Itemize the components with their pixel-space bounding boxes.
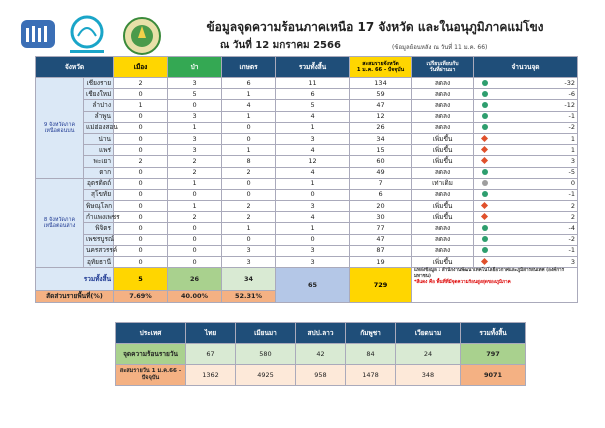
- province-name: อุทัยธานี: [84, 257, 114, 268]
- mekong-header-cell: รวมทั้งสิ้น: [461, 323, 526, 344]
- increase-icon: [481, 213, 488, 220]
- city-count: 0: [114, 111, 168, 122]
- summary-cumulative: 729: [350, 268, 412, 303]
- increase-icon: [481, 202, 488, 209]
- hotspot-table: [35, 56, 578, 303]
- change-cell: [474, 189, 578, 200]
- daily-value: 580: [236, 344, 296, 365]
- increase-icon: [481, 146, 488, 153]
- compare-status: เพิ่มขึ้น: [412, 145, 474, 156]
- agri-count: 6: [222, 78, 276, 89]
- table-row: [36, 111, 578, 122]
- cumulative-count: 87: [350, 245, 412, 256]
- total-count: 0: [276, 189, 350, 200]
- group-label-upper: 9 จังหวัดภาคเหนือตอนบน: [36, 78, 84, 179]
- forest-count: 1: [168, 122, 222, 133]
- percent-city: 7.69%: [114, 291, 168, 303]
- agri-count: 0: [222, 189, 276, 200]
- mekong-header-cell: สปป.ลาว: [296, 323, 346, 344]
- mekong-header-cell: เวียดนาม: [396, 323, 461, 344]
- compare-status: เพิ่มขึ้น: [412, 212, 474, 223]
- cumulative-count: 47: [350, 234, 412, 245]
- forest-count: 5: [168, 89, 222, 100]
- header-compare: เปรียบเทียบกับ วันที่ผ่านมา: [412, 57, 474, 78]
- cumulative-count: 34: [350, 133, 412, 144]
- decrease-icon: [482, 191, 488, 197]
- table-row: [36, 133, 578, 144]
- change-value: -5: [568, 168, 576, 177]
- province-name: ลำพูน: [84, 111, 114, 122]
- change-value: -2: [568, 123, 576, 132]
- change-cell: [474, 78, 578, 89]
- mekong-daily-row: [116, 344, 526, 365]
- cumulative-count: 7: [350, 178, 412, 189]
- forest-count: 2: [168, 156, 222, 167]
- table-row: [36, 201, 578, 212]
- change-value: -1: [568, 246, 576, 255]
- change-value: 2: [570, 212, 576, 221]
- total-count: 1: [276, 178, 350, 189]
- change-value: -2: [568, 235, 576, 244]
- agri-count: 1: [222, 145, 276, 156]
- table-header: [36, 57, 578, 78]
- agri-count: 2: [222, 212, 276, 223]
- percent-agri: 52.31%: [222, 291, 276, 303]
- cumulative-count: 77: [350, 223, 412, 234]
- summary-city: 5: [114, 268, 168, 291]
- table-row: [36, 189, 578, 200]
- change-value: 1: [570, 145, 576, 154]
- cumulative-value: 1478: [346, 365, 396, 386]
- increase-icon: [481, 258, 488, 265]
- city-count: 0: [114, 189, 168, 200]
- compare-status: เพิ่มขึ้น: [412, 201, 474, 212]
- city-count: 0: [114, 89, 168, 100]
- province-name: พะเยา: [84, 156, 114, 167]
- change-cell: [474, 245, 578, 256]
- province-name: ลำปาง: [84, 100, 114, 111]
- total-count: 4: [276, 167, 350, 178]
- city-count: 0: [114, 178, 168, 189]
- header-province: จังหวัด: [36, 57, 114, 78]
- compare-status: ลดลง: [412, 167, 474, 178]
- decrease-icon: [482, 169, 488, 175]
- change-value: -6: [568, 89, 576, 98]
- mekong-cumulative-row: [116, 365, 526, 386]
- total-count: 4: [276, 111, 350, 122]
- cumulative-value: 958: [296, 365, 346, 386]
- total-count: 3: [276, 245, 350, 256]
- table-row: [36, 122, 578, 133]
- agri-count: 1: [222, 89, 276, 100]
- summary-label: รวมทั้งสิ้น: [36, 268, 114, 291]
- city-count: 0: [114, 145, 168, 156]
- table-row: [36, 156, 578, 167]
- cumulative-count: 60: [350, 156, 412, 167]
- forest-count: 2: [168, 212, 222, 223]
- agri-count: 0: [222, 178, 276, 189]
- summary-agri: 34: [222, 268, 276, 291]
- cumulative-count: 47: [350, 100, 412, 111]
- total-count: 3: [276, 257, 350, 268]
- summary-total: 65: [276, 268, 350, 303]
- change-value: 1: [570, 134, 576, 143]
- logos: [20, 14, 170, 58]
- cumulative-count: 19: [350, 257, 412, 268]
- city-count: 0: [114, 122, 168, 133]
- daily-value: 67: [186, 344, 236, 365]
- compare-status: ลดลง: [412, 78, 474, 89]
- cumulative-count: 59: [350, 89, 412, 100]
- forest-count: 1: [168, 201, 222, 212]
- forest-count: 0: [168, 223, 222, 234]
- table-row: [36, 167, 578, 178]
- city-count: 0: [114, 223, 168, 234]
- daily-value: 84: [346, 344, 396, 365]
- increase-icon: [481, 157, 488, 164]
- table-row: [36, 100, 578, 111]
- daily-label: จุดความร้อนรายวัน: [116, 344, 186, 365]
- agri-count: 4: [222, 100, 276, 111]
- province-name: เพชรบูรณ์: [84, 234, 114, 245]
- header-total: รวมทั้งสิ้น: [276, 57, 350, 78]
- change-value: 3: [570, 257, 576, 266]
- total-count: 4: [276, 145, 350, 156]
- forest-count: 3: [168, 133, 222, 144]
- province-name: เชียงใหม่: [84, 89, 114, 100]
- change-cell: [474, 234, 578, 245]
- cumulative-count: 6: [350, 189, 412, 200]
- province-name: พิจิตร: [84, 223, 114, 234]
- cumulative-count: 30: [350, 212, 412, 223]
- decrease-icon: [482, 113, 488, 119]
- agri-count: 2: [222, 167, 276, 178]
- agri-count: 3: [222, 257, 276, 268]
- mekong-header-cell: กัมพูชา: [346, 323, 396, 344]
- change-value: 0: [570, 179, 576, 188]
- city-count: 2: [114, 156, 168, 167]
- total-count: 1: [276, 223, 350, 234]
- compare-status: ลดลง: [412, 223, 474, 234]
- city-count: 0: [114, 133, 168, 144]
- compare-status: ลดลง: [412, 189, 474, 200]
- daily-value: 42: [296, 344, 346, 365]
- daily-value: 797: [461, 344, 526, 365]
- change-cell: [474, 178, 578, 189]
- percent-forest: 40.00%: [168, 291, 222, 303]
- table-row: [36, 212, 578, 223]
- city-count: 0: [114, 234, 168, 245]
- cumulative-value: 1362: [186, 365, 236, 386]
- data-note: (ข้อมูลย้อนหลัง ณ วันที่ 11 ม.ค. 66): [392, 44, 488, 51]
- agri-count: 3: [222, 245, 276, 256]
- total-count: 5: [276, 100, 350, 111]
- change-value: 3: [570, 156, 576, 165]
- mekong-header-cell: ไทย: [186, 323, 236, 344]
- unchanged-icon: [482, 180, 488, 186]
- city-count: 0: [114, 212, 168, 223]
- change-cell: [474, 167, 578, 178]
- forest-count: 0: [168, 257, 222, 268]
- cumulative-count: 15: [350, 145, 412, 156]
- change-cell: [474, 111, 578, 122]
- mekong-header-cell: เมียนมา: [236, 323, 296, 344]
- table-row: [36, 89, 578, 100]
- pcd-logo: [64, 14, 110, 58]
- forest-count: 0: [168, 100, 222, 111]
- province-name: แพร่: [84, 145, 114, 156]
- header-count: จำนวนจุด: [474, 57, 578, 78]
- agri-count: 0: [222, 122, 276, 133]
- compare-status: ลดลง: [412, 234, 474, 245]
- mekong-header-cell: ประเทศ: [116, 323, 186, 344]
- province-name: เชียงราย: [84, 78, 114, 89]
- cumulative-value: 348: [396, 365, 461, 386]
- change-cell: [474, 212, 578, 223]
- agri-count: 2: [222, 201, 276, 212]
- total-count: 6: [276, 89, 350, 100]
- forest-count: 3: [168, 145, 222, 156]
- total-count: 11: [276, 78, 350, 89]
- agri-count: 0: [222, 133, 276, 144]
- source-info: แหล่งข้อมูล : สำนักงานพัฒนาเทคโนโลยีอวกาศและภูมิสารสนเทศ (องค์การมหาชน) *สีแดง คือ พื้นที่ที่มีจุดความร้อนสูงสุดของภูมิภาค: [412, 268, 578, 303]
- city-count: 0: [114, 167, 168, 178]
- compare-status: เพิ่มขึ้น: [412, 133, 474, 144]
- total-count: 3: [276, 133, 350, 144]
- change-cell: [474, 201, 578, 212]
- compare-status: ลดลง: [412, 111, 474, 122]
- change-cell: [474, 156, 578, 167]
- change-value: 2: [570, 201, 576, 210]
- forest-count: 0: [168, 245, 222, 256]
- cumulative-count: 12: [350, 111, 412, 122]
- province-name: น่าน: [84, 133, 114, 144]
- group-label-lower: 8 จังหวัดภาคเหนือตอนล่าง: [36, 178, 84, 268]
- compare-status: เพิ่มขึ้น: [412, 257, 474, 268]
- change-value: -32: [564, 78, 576, 87]
- total-count: 4: [276, 212, 350, 223]
- change-cell: [474, 223, 578, 234]
- forest-count: 2: [168, 167, 222, 178]
- page-subtitle: ณ วันที่ 12 มกราคม 2566: [220, 40, 341, 51]
- table-row: [36, 78, 578, 89]
- change-cell: [474, 122, 578, 133]
- change-cell: [474, 145, 578, 156]
- table-row: [36, 245, 578, 256]
- cumulative-count: 26: [350, 122, 412, 133]
- province-name: พิษณุโลก: [84, 201, 114, 212]
- agri-count: 1: [222, 223, 276, 234]
- decrease-icon: [482, 91, 488, 97]
- change-cell: [474, 89, 578, 100]
- mekong-header: [116, 323, 526, 344]
- table-row: [36, 178, 578, 189]
- total-count: 1: [276, 122, 350, 133]
- agri-count: 0: [222, 234, 276, 245]
- header-agri: เกษตร: [222, 57, 276, 78]
- change-cell: [474, 257, 578, 268]
- header-cumulative: สะสมรายจังหวัด 1 ม.ค. 66 - ปัจจุบัน: [350, 57, 412, 78]
- gistda-logo: [20, 14, 60, 54]
- decrease-icon: [482, 102, 488, 108]
- decrease-icon: [482, 225, 488, 231]
- agri-count: 8: [222, 156, 276, 167]
- table-row: [36, 234, 578, 245]
- change-value: -12: [564, 100, 576, 109]
- forest-count: 0: [168, 234, 222, 245]
- cumulative-value: 4925: [236, 365, 296, 386]
- forest-count: 0: [168, 189, 222, 200]
- change-cell: [474, 133, 578, 144]
- summary-forest: 26: [168, 268, 222, 291]
- province-name: สุโขทัย: [84, 189, 114, 200]
- table-row: [36, 257, 578, 268]
- table-row: [36, 223, 578, 234]
- cumulative-count: 49: [350, 167, 412, 178]
- city-count: 0: [114, 245, 168, 256]
- province-name: อุตรดิตถ์: [84, 178, 114, 189]
- change-cell: [474, 100, 578, 111]
- decrease-icon: [482, 247, 488, 253]
- mekong-table: [115, 322, 526, 386]
- compare-status: ลดลง: [412, 100, 474, 111]
- compare-status: เพิ่มขึ้น: [412, 156, 474, 167]
- header-city: เมือง: [114, 57, 168, 78]
- compare-status: ลดลง: [412, 245, 474, 256]
- cumulative-count: 134: [350, 78, 412, 89]
- compare-status: ลดลง: [412, 122, 474, 133]
- total-count: 12: [276, 156, 350, 167]
- change-value: -4: [568, 224, 576, 233]
- compare-status: ลดลง: [412, 89, 474, 100]
- agri-count: 1: [222, 111, 276, 122]
- compare-status: เท่าเดิม: [412, 178, 474, 189]
- page-title: ข้อมูลจุดความร้อนภาคเหนือ 17 จังหวัด และในอนุภูมิภาคแม่โขง: [206, 20, 544, 34]
- city-count: 0: [114, 201, 168, 212]
- city-count: 1: [114, 100, 168, 111]
- header-forest: ป่า: [168, 57, 222, 78]
- change-value: -1: [568, 190, 576, 199]
- forest-count: 3: [168, 78, 222, 89]
- province-name: นครสวรรค์: [84, 245, 114, 256]
- province-name: ตาก: [84, 167, 114, 178]
- summary-row: [36, 268, 578, 291]
- increase-icon: [481, 135, 488, 142]
- cumulative-value: 9071: [461, 365, 526, 386]
- table-row: [36, 145, 578, 156]
- city-count: 2: [114, 78, 168, 89]
- emblem-logo: [120, 14, 164, 58]
- forest-count: 3: [168, 111, 222, 122]
- decrease-icon: [482, 80, 488, 86]
- forest-count: 1: [168, 178, 222, 189]
- cumulative-label: สะสมรายวัน 1 ม.ค.66 - ปัจจุบัน: [116, 365, 186, 386]
- cumulative-count: 20: [350, 201, 412, 212]
- total-count: 0: [276, 234, 350, 245]
- change-value: -1: [568, 112, 576, 121]
- total-count: 3: [276, 201, 350, 212]
- daily-value: 24: [396, 344, 461, 365]
- province-name: กำแพงเพชร: [84, 212, 114, 223]
- city-count: 0: [114, 257, 168, 268]
- percent-label: สัดส่วนรายพื้นที่(%): [36, 291, 114, 303]
- decrease-icon: [482, 236, 488, 242]
- decrease-icon: [482, 124, 488, 130]
- province-name: แม่ฮ่องสอน: [84, 122, 114, 133]
